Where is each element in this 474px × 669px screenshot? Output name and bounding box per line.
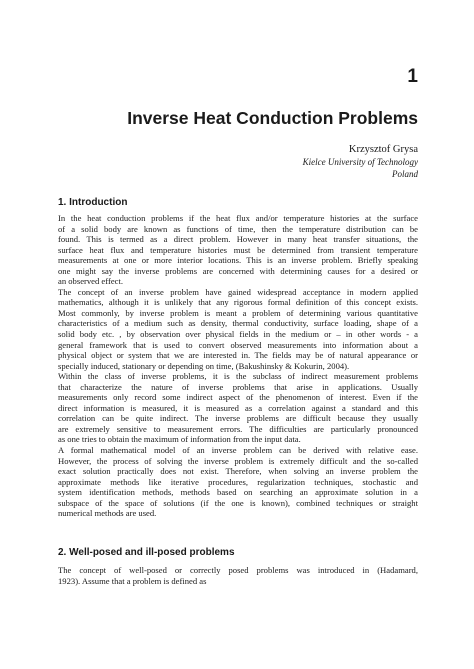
text-line: surface heat flux and temperature histories must be determined from transient temperature	[58, 244, 418, 255]
chapter-title: Inverse Heat Conduction Problems	[127, 108, 418, 128]
text-line: subspace of the space of solutions (if the one is known), combined techniques or straight	[58, 497, 418, 508]
author-affiliation-country: Poland	[392, 169, 418, 179]
section-heading-introduction: 1. Introduction	[58, 197, 128, 208]
text-line: Most commonly, by inverse problem is meant a problem of determining various quantitative	[58, 307, 418, 318]
text-line: numerical methods are used.	[58, 508, 157, 519]
text-line: of a solid body are known as functions of time, then the temperature distribution can be	[58, 223, 418, 234]
author-block	[303, 143, 418, 180]
text-line: an observed effect.	[58, 276, 123, 287]
text-line: specially induced, stationary or depending on time, (Bakushinsky & Kokurin, 2004).	[58, 360, 350, 371]
section-body-introduction	[58, 213, 418, 519]
text-line: In the heat conduction problems if the heat flux and/or temperature histories at the surface	[58, 213, 418, 223]
author-affiliation-institution: Kielce University of Technology	[302, 157, 418, 167]
author-name: Krzysztof Grysa	[348, 144, 418, 155]
text-line: solid body etc. , by observation over physical fields in the medium or – in other words - a	[58, 329, 418, 340]
text-line: The concept of well-posed or correctly posed problems was introduced in (Hadamard,	[58, 565, 418, 575]
section-heading-well-posed: 2. Well-posed and ill-posed problems	[58, 547, 235, 558]
text-line: measurements at one or more interior locations. This is an inverse problem. Briefly speaking	[58, 255, 418, 266]
text-line: one might say the inverse problems are concerned with determining causes for a desired or	[58, 265, 418, 276]
text-line: exact solution practically does not exist. Therefore, when solving an inverse problem the	[58, 466, 418, 477]
text-line: However, the process of solving the inverse problem is extremely difficult and the so-called	[58, 455, 418, 466]
text-line: A formal mathematical model of an inverse problem can be derived with relative ease.	[58, 445, 418, 456]
text-line: found. This is termed as a direct problem. However in many heat transfer situations, the	[58, 234, 418, 245]
text-line: correlation can be quite indirect. The inverse problems are difficult because they usually	[58, 413, 418, 424]
text-line: characteristics of a medium such as density, thermal conductivity, surface loading, shape of a	[58, 318, 418, 329]
chapter-number: 1	[407, 66, 418, 87]
text-line: mathematics, although it is unlikely that any rigorous formal definition of this concept exists.	[58, 297, 418, 308]
text-line: general framework that is used to convert observed measurements into information about a	[58, 339, 418, 350]
text-line: are extremely sensitive to measurement errors. The difficulties are particularly pronounced	[58, 423, 418, 434]
text-line: as one tries to obtain the maximum of information from the input data.	[58, 434, 301, 445]
section-body-well-posed	[58, 565, 418, 586]
text-line: direct information is measured, it is measured as a correlation against a standard and this	[58, 402, 418, 413]
text-line: physical object or system that we are interested in. The fields may be of natural appearance or	[58, 350, 418, 361]
text-line: approximate methods like iterative procedures, regularization techniques, stochastic and	[58, 476, 418, 487]
text-line: 1923). Assume that a problem is defined as	[58, 575, 207, 586]
text-line: that characterize the nature of inverse problems that arise in applications. Usually	[58, 381, 418, 392]
text-line: Within the class of inverse problems, it is the subclass of indirect measurement problems	[58, 371, 418, 382]
text-line: The concept of an inverse problem have gained widespread acceptance in modern applied	[58, 286, 418, 297]
text-line: measurements only record some indirect aspect of the phenomenon of interest. Even if the	[58, 392, 418, 403]
text-line: system identification methods, methods based on searching an approximate solution in a	[58, 487, 418, 498]
